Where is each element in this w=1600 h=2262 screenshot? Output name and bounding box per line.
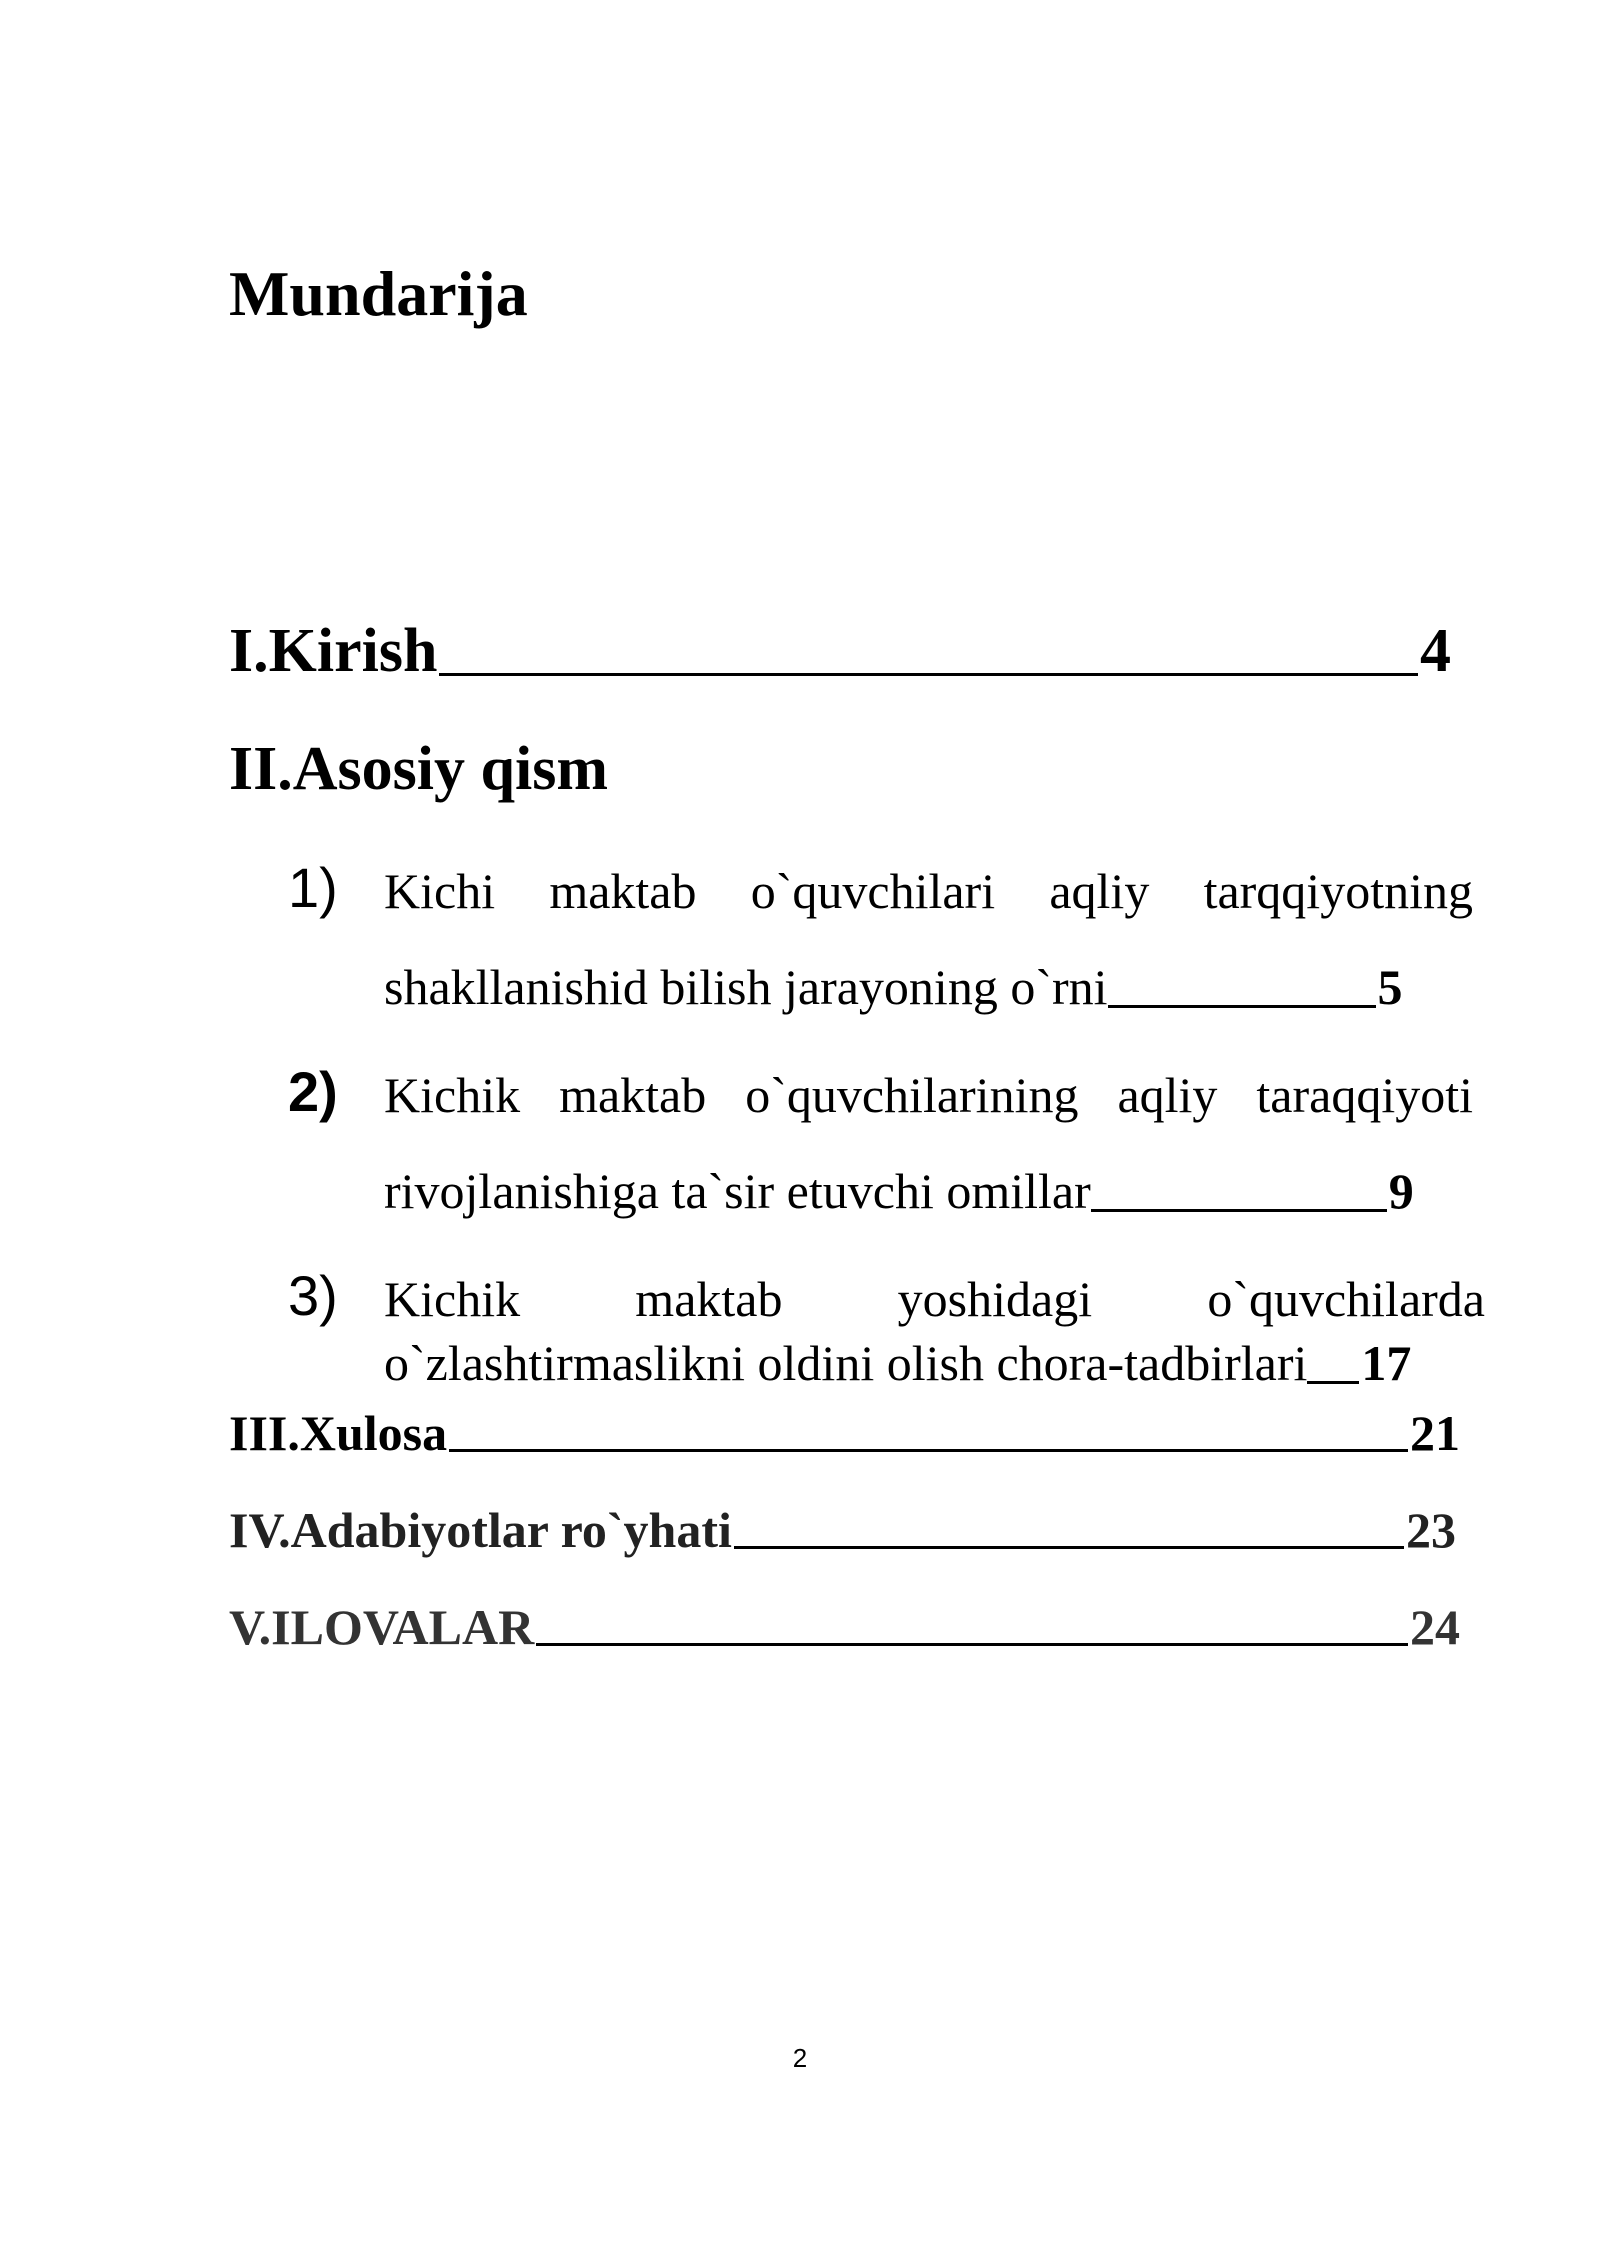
word: Kichi (384, 863, 496, 919)
toc-entry-label: II.Asosiy qism (229, 735, 608, 803)
toc-entry-asosiy-qism (229, 735, 608, 803)
page-number: 2 (792, 2043, 808, 2073)
leader-line (734, 1546, 1404, 1549)
leader-line (439, 673, 1418, 676)
word: maktab (549, 863, 697, 919)
word: tarqqiyotning (1203, 863, 1473, 919)
word: aqliy (1049, 863, 1150, 919)
toc-entry-label: I.Kirish (229, 617, 438, 685)
subentry-text-line-2 (384, 1335, 1485, 1391)
subentry-text-line-1 (384, 1271, 1485, 1327)
subentry-text-line-1 (384, 1067, 1473, 1123)
subentry-number: 3) (288, 1264, 338, 1327)
toc-page-number: 5 (1377, 959, 1403, 1015)
subentry-text-line-2 (384, 1163, 1473, 1219)
toc-entry-ilovalar (229, 1599, 1460, 1655)
word: taraqqiyoti (1256, 1067, 1473, 1123)
toc-page-number: 9 (1388, 1163, 1414, 1219)
word: o`quvchilarining (745, 1067, 1079, 1123)
toc-page-number: 4 (1420, 617, 1451, 685)
toc-entry-kirish (229, 617, 1451, 685)
leader-line (449, 1449, 1408, 1452)
subentry-text: shakllanishid bilish jarayoning o`rni (384, 959, 1108, 1015)
subentry-text: rivojlanishiga ta`sir etuvchi omillar (384, 1163, 1091, 1219)
word: o`quvchilarda (1207, 1271, 1485, 1327)
word: Kichik (384, 1271, 521, 1327)
subentry-number: 2) (288, 1060, 338, 1123)
toc-page-number: 23 (1406, 1502, 1456, 1558)
word: o`quvchilari (750, 863, 996, 919)
word: maktab (559, 1067, 707, 1123)
leader-line (1307, 1381, 1359, 1384)
toc-entry-adabiyotlar (229, 1502, 1456, 1558)
leader-line (1108, 1005, 1376, 1008)
toc-entry-label: III.Xulosa (229, 1405, 448, 1461)
word: aqliy (1117, 1067, 1218, 1123)
leader-line (536, 1643, 1408, 1646)
subentry-text-line-2 (384, 959, 1473, 1015)
leader-line (1091, 1209, 1387, 1212)
toc-page-number: 21 (1410, 1405, 1460, 1461)
word: maktab (635, 1271, 783, 1327)
toc-page-number: 24 (1410, 1599, 1460, 1655)
toc-page-number: 17 (1361, 1335, 1412, 1391)
subentry-text: o`zlashtirmaslikni oldini olish chora-tadbirlari (384, 1335, 1308, 1391)
subentry-text-line-1 (384, 863, 1473, 919)
page-title: Mundarija (229, 258, 528, 329)
word: yoshidagi (897, 1271, 1093, 1327)
toc-entry-xulosa (229, 1405, 1460, 1461)
word: Kichik (384, 1067, 521, 1123)
toc-entry-label: V.ILOVALAR (229, 1599, 535, 1655)
subentry-number: 1) (288, 856, 338, 919)
toc-entry-label: IV.Adabiyotlar ro`yhati (229, 1502, 732, 1558)
